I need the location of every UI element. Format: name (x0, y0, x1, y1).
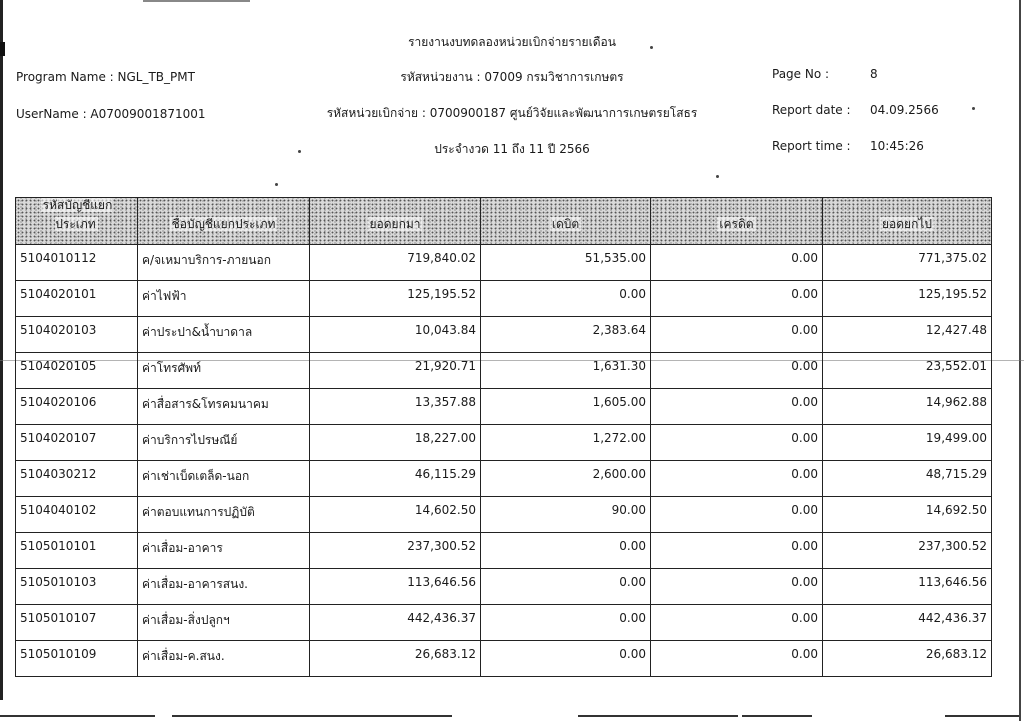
cell-account-code: 5104020103 (16, 317, 138, 353)
table-row (16, 245, 992, 281)
cell-debit: 1,272.00 (481, 425, 651, 461)
cell-account-code: 5104010112 (16, 245, 138, 281)
cell-debit: 0.00 (481, 281, 651, 317)
page-no-label: Page No : (772, 67, 830, 81)
report-date: 04.09.2566 (870, 103, 939, 117)
agency-code: รหัสหน่วยงาน : 07009 กรมวิชาการเกษตร (400, 70, 624, 84)
page-no: 8 (870, 67, 878, 81)
table-row (16, 533, 992, 569)
cell-debit: 0.00 (481, 641, 651, 677)
cell-credit: 0.00 (651, 425, 823, 461)
cell-opening-balance: 125,195.52 (310, 281, 481, 317)
scan-line-bottom (172, 715, 452, 717)
cell-opening-balance: 13,357.88 (310, 389, 481, 425)
cell-closing-balance: 23,552.01 (823, 353, 992, 389)
column-header-opening-balance: ยอดยกมา (310, 198, 481, 245)
cell-debit: 2,600.00 (481, 461, 651, 497)
report-period: ประจำงวด 11 ถึง 11 ปี 2566 (434, 142, 590, 156)
cell-opening-balance: 14,602.50 (310, 497, 481, 533)
cell-opening-balance: 442,436.37 (310, 605, 481, 641)
cell-debit: 90.00 (481, 497, 651, 533)
report-time-label: Report time : (772, 139, 851, 153)
table-row (16, 353, 992, 389)
cell-closing-balance: 19,499.00 (823, 425, 992, 461)
table-row (16, 281, 992, 317)
table-header-row (16, 198, 992, 245)
scan-line-top (143, 0, 250, 2)
cell-account-name: ค่าเสื่อม-ค.สนง. (138, 641, 310, 677)
cell-closing-balance: 48,715.29 (823, 461, 992, 497)
scan-edge-left (0, 0, 3, 700)
cell-closing-balance: 113,646.56 (823, 569, 992, 605)
cell-closing-balance: 12,427.48 (823, 317, 992, 353)
scan-speck (298, 150, 301, 153)
cell-debit: 0.00 (481, 605, 651, 641)
cell-account-name: ค่าเสื่อม-อาคาร (138, 533, 310, 569)
report-title: รายงานงบทดลองหน่วยเบิกจ่ายรายเดือน (408, 35, 616, 49)
cell-account-name: ค่าเช่าเบ็ดเตล็ด-นอก (138, 461, 310, 497)
cell-opening-balance: 113,646.56 (310, 569, 481, 605)
column-header-debit: เดบิต (481, 198, 651, 245)
cell-account-name: ค่าบริการไปรษณีย์ (138, 425, 310, 461)
cell-opening-balance: 237,300.52 (310, 533, 481, 569)
scan-speck (716, 175, 719, 178)
column-header-account-name: ชื่อบัญชีแยกประเภท (138, 198, 310, 245)
cell-account-code: 5104030212 (16, 461, 138, 497)
table-row (16, 641, 992, 677)
cell-credit: 0.00 (651, 641, 823, 677)
cell-account-name: ค/จเหมาบริการ-ภายนอก (138, 245, 310, 281)
cell-credit: 0.00 (651, 317, 823, 353)
cell-closing-balance: 14,692.50 (823, 497, 992, 533)
table-row (16, 461, 992, 497)
cell-account-code: 5105010101 (16, 533, 138, 569)
report-date-label: Report date : (772, 103, 851, 117)
cell-opening-balance: 21,920.71 (310, 353, 481, 389)
cell-closing-balance: 26,683.12 (823, 641, 992, 677)
table-row (16, 425, 992, 461)
cell-closing-balance: 237,300.52 (823, 533, 992, 569)
cell-debit: 1,605.00 (481, 389, 651, 425)
scan-speck (972, 107, 975, 110)
scan-line-bottom (578, 715, 738, 717)
scan-speck (650, 46, 653, 49)
scan-mark (0, 42, 5, 56)
cell-credit: 0.00 (651, 281, 823, 317)
cell-account-code: 5104020101 (16, 281, 138, 317)
table-row (16, 497, 992, 533)
cell-account-name: ค่าเสื่อม-อาคารสนง. (138, 569, 310, 605)
cell-account-code: 5104020106 (16, 389, 138, 425)
cell-opening-balance: 719,840.02 (310, 245, 481, 281)
cell-credit: 0.00 (651, 533, 823, 569)
program-name: Program Name : NGL_TB_PMT (16, 70, 195, 84)
cell-account-code: 5105010103 (16, 569, 138, 605)
cell-closing-balance: 125,195.52 (823, 281, 992, 317)
column-header-closing-balance: ยอดยกไป (823, 198, 992, 245)
cell-credit: 0.00 (651, 353, 823, 389)
cell-account-name: ค่าไฟฟ้า (138, 281, 310, 317)
cell-account-code: 5104020107 (16, 425, 138, 461)
table-row (16, 317, 992, 353)
cell-closing-balance: 442,436.37 (823, 605, 992, 641)
scan-line-bottom (742, 715, 812, 717)
scan-line-bottom (0, 715, 155, 717)
cell-account-code: 5105010107 (16, 605, 138, 641)
cell-account-code: 5104020105 (16, 353, 138, 389)
cell-account-name: ค่าเสื่อม-สิ่งปลูกฯ (138, 605, 310, 641)
cell-account-name: ค่าประปา&น้ำบาดาล (138, 317, 310, 353)
cell-credit: 0.00 (651, 569, 823, 605)
cell-debit: 2,383.64 (481, 317, 651, 353)
cell-credit: 0.00 (651, 245, 823, 281)
cell-debit: 1,631.30 (481, 353, 651, 389)
disbursing-unit: รหัสหน่วยเบิกจ่าย : 0700900187 ศูนย์วิจัยและพัฒนาการเกษตรยโสธร (326, 106, 698, 120)
cell-closing-balance: 771,375.02 (823, 245, 992, 281)
cell-opening-balance: 46,115.29 (310, 461, 481, 497)
scan-line-bottom (945, 715, 1019, 717)
cell-credit: 0.00 (651, 389, 823, 425)
cell-debit: 0.00 (481, 569, 651, 605)
cell-account-name: ค่าโทรศัพท์ (138, 353, 310, 389)
trial-balance-table (15, 197, 992, 677)
cell-opening-balance: 18,227.00 (310, 425, 481, 461)
cell-credit: 0.00 (651, 497, 823, 533)
report-time: 10:45:26 (870, 139, 924, 153)
cell-debit: 51,535.00 (481, 245, 651, 281)
cell-account-name: ค่าสื่อสาร&โทรคมนาคม (138, 389, 310, 425)
table-row (16, 569, 992, 605)
cell-account-code: 5104040102 (16, 497, 138, 533)
cell-credit: 0.00 (651, 461, 823, 497)
cell-account-code: 5105010109 (16, 641, 138, 677)
cell-closing-balance: 14,962.88 (823, 389, 992, 425)
cell-debit: 0.00 (481, 533, 651, 569)
user-name: UserName : A07009001871001 (16, 107, 206, 121)
cell-account-name: ค่าตอบแทนการปฏิบัติ (138, 497, 310, 533)
column-header-account-code: รหัสบัญชีแยกประเภท (16, 198, 138, 245)
scan-speck (275, 183, 278, 186)
cell-opening-balance: 26,683.12 (310, 641, 481, 677)
table-row (16, 605, 992, 641)
column-header-credit: เครดิต (651, 198, 823, 245)
cell-opening-balance: 10,043.84 (310, 317, 481, 353)
cell-credit: 0.00 (651, 605, 823, 641)
table-row (16, 389, 992, 425)
